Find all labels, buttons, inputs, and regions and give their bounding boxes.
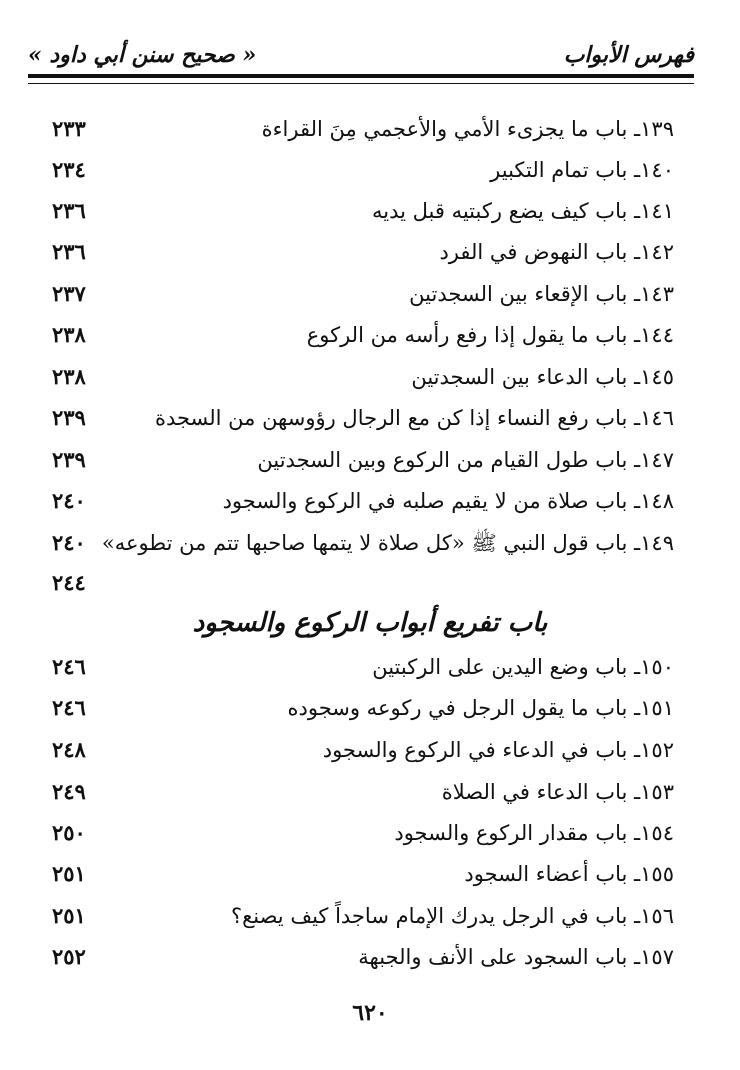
toc-entry-154 [40, 816, 674, 850]
header-book-title: « صحيح سنن أبي داود » [28, 42, 257, 68]
toc-entry-139 [40, 112, 674, 146]
entry-page: ٢٤٠ [52, 488, 86, 513]
entry-page: ٢٣٨ [52, 364, 86, 389]
entry-title: ١٤٣ـ باب الإقعاء بين السجدتين [409, 282, 674, 306]
toc-entry-148 [40, 484, 674, 518]
entry-title: ١٥١ـ باب ما يقول الرجل في ركوعه وسجوده [287, 696, 674, 720]
toc-entry-section-page [40, 566, 674, 600]
section-heading: باب تفريع أبواب الركوع والسجود [192, 608, 548, 638]
entry-title: ١٥٠ـ باب وضع اليدين على الركبتين [372, 655, 674, 679]
entry-page: ٢٣٣ [52, 116, 86, 141]
entry-page: ٢٥٢ [52, 944, 86, 969]
page-header [28, 30, 694, 78]
toc-entry-155 [40, 857, 674, 891]
entry-title: ١٥٣ـ باب الدعاء في الصلاة [441, 780, 674, 804]
toc-entry-157 [40, 940, 674, 974]
entry-title: ١٤٦ـ باب رفع النساء إذا كن مع الرجال رؤوسهن من السجدة [154, 406, 674, 430]
entry-page: ٢٤٨ [52, 737, 86, 762]
entry-title: ١٤٠ـ باب تمام التكبير [490, 158, 674, 182]
entry-page: ٢٤٦ [52, 654, 86, 679]
entry-page: ٢٥١ [52, 861, 86, 886]
toc-entry-145 [40, 360, 674, 394]
entry-page: ٢٤٤ [52, 570, 86, 595]
entry-title: ١٤١ـ باب كيف يضع ركبتيه قبل يديه [371, 199, 674, 223]
header-rule-thin [28, 83, 694, 84]
toc-entry-142 [40, 235, 674, 269]
entry-page: ٢٤٩ [52, 779, 86, 804]
entry-title: ١٤٧ـ باب طول القيام من الركوع وبين السجدتين [257, 448, 674, 472]
toc-entry-141 [40, 194, 674, 228]
entry-page: ٢٤٦ [52, 695, 86, 720]
header-rule [28, 74, 694, 78]
header-section-title: فهرس الأبواب [563, 42, 694, 68]
entry-page: ٢٣٦ [52, 239, 86, 264]
entry-page: ٢٣٨ [52, 322, 86, 347]
toc-entry-144 [40, 318, 674, 352]
entry-page: ٢٥١ [52, 903, 86, 928]
toc-entry-149 [40, 526, 674, 560]
entry-title: ١٣٩ـ باب ما يجزىء الأمي والأعجمي مِنَ القراءة [261, 117, 674, 141]
toc-entry-153 [40, 775, 674, 809]
entry-page: ٢٣٦ [52, 198, 86, 223]
toc-entry-147 [40, 443, 674, 477]
entry-title: ١٥٧ـ باب السجود على الأنف والجبهة [358, 945, 674, 969]
toc-entry-156 [40, 899, 674, 933]
entry-page: ٢٣٤ [52, 157, 86, 182]
toc-entry-140 [40, 153, 674, 187]
entry-title: ١٥٢ـ باب في الدعاء في الركوع والسجود [322, 738, 674, 762]
toc-entry-150 [40, 650, 674, 684]
entry-page: ٢٣٧ [52, 281, 86, 306]
entry-page: ٢٣٩ [52, 405, 86, 430]
entry-title: ١٤٨ـ باب صلاة من لا يقيم صلبه في الركوع والسجود [222, 489, 674, 513]
entry-title: ١٤٩ـ باب قول النبي ﷺ «كل صلاة لا يتمها صاحبها تتم من تطوعه» [101, 531, 674, 555]
entry-title: ١٥٤ـ باب مقدار الركوع والسجود [394, 821, 674, 845]
toc-entry-146 [40, 401, 674, 435]
entry-page: ٢٥٠ [52, 820, 86, 845]
entry-title: ١٤٥ـ باب الدعاء بين السجدتين [411, 365, 674, 389]
toc-entry-143 [40, 277, 674, 311]
entry-title: ١٥٦ـ باب في الرجل يدرك الإمام ساجداً كيف يصنع؟ [230, 904, 674, 928]
entry-title: ١٥٥ـ باب أعضاء السجود [464, 862, 674, 886]
entry-title: ١٤٤ـ باب ما يقول إذا رفع رأسه من الركوع [306, 323, 674, 347]
entry-title: ١٤٢ـ باب النهوض في الفرد [439, 240, 674, 264]
toc-entry-151 [40, 691, 674, 725]
toc-entry-152 [40, 733, 674, 767]
page-number: ٦٢٠ [352, 1000, 388, 1026]
entry-page: ٢٤٠ [52, 530, 86, 555]
entry-page: ٢٣٩ [52, 447, 86, 472]
